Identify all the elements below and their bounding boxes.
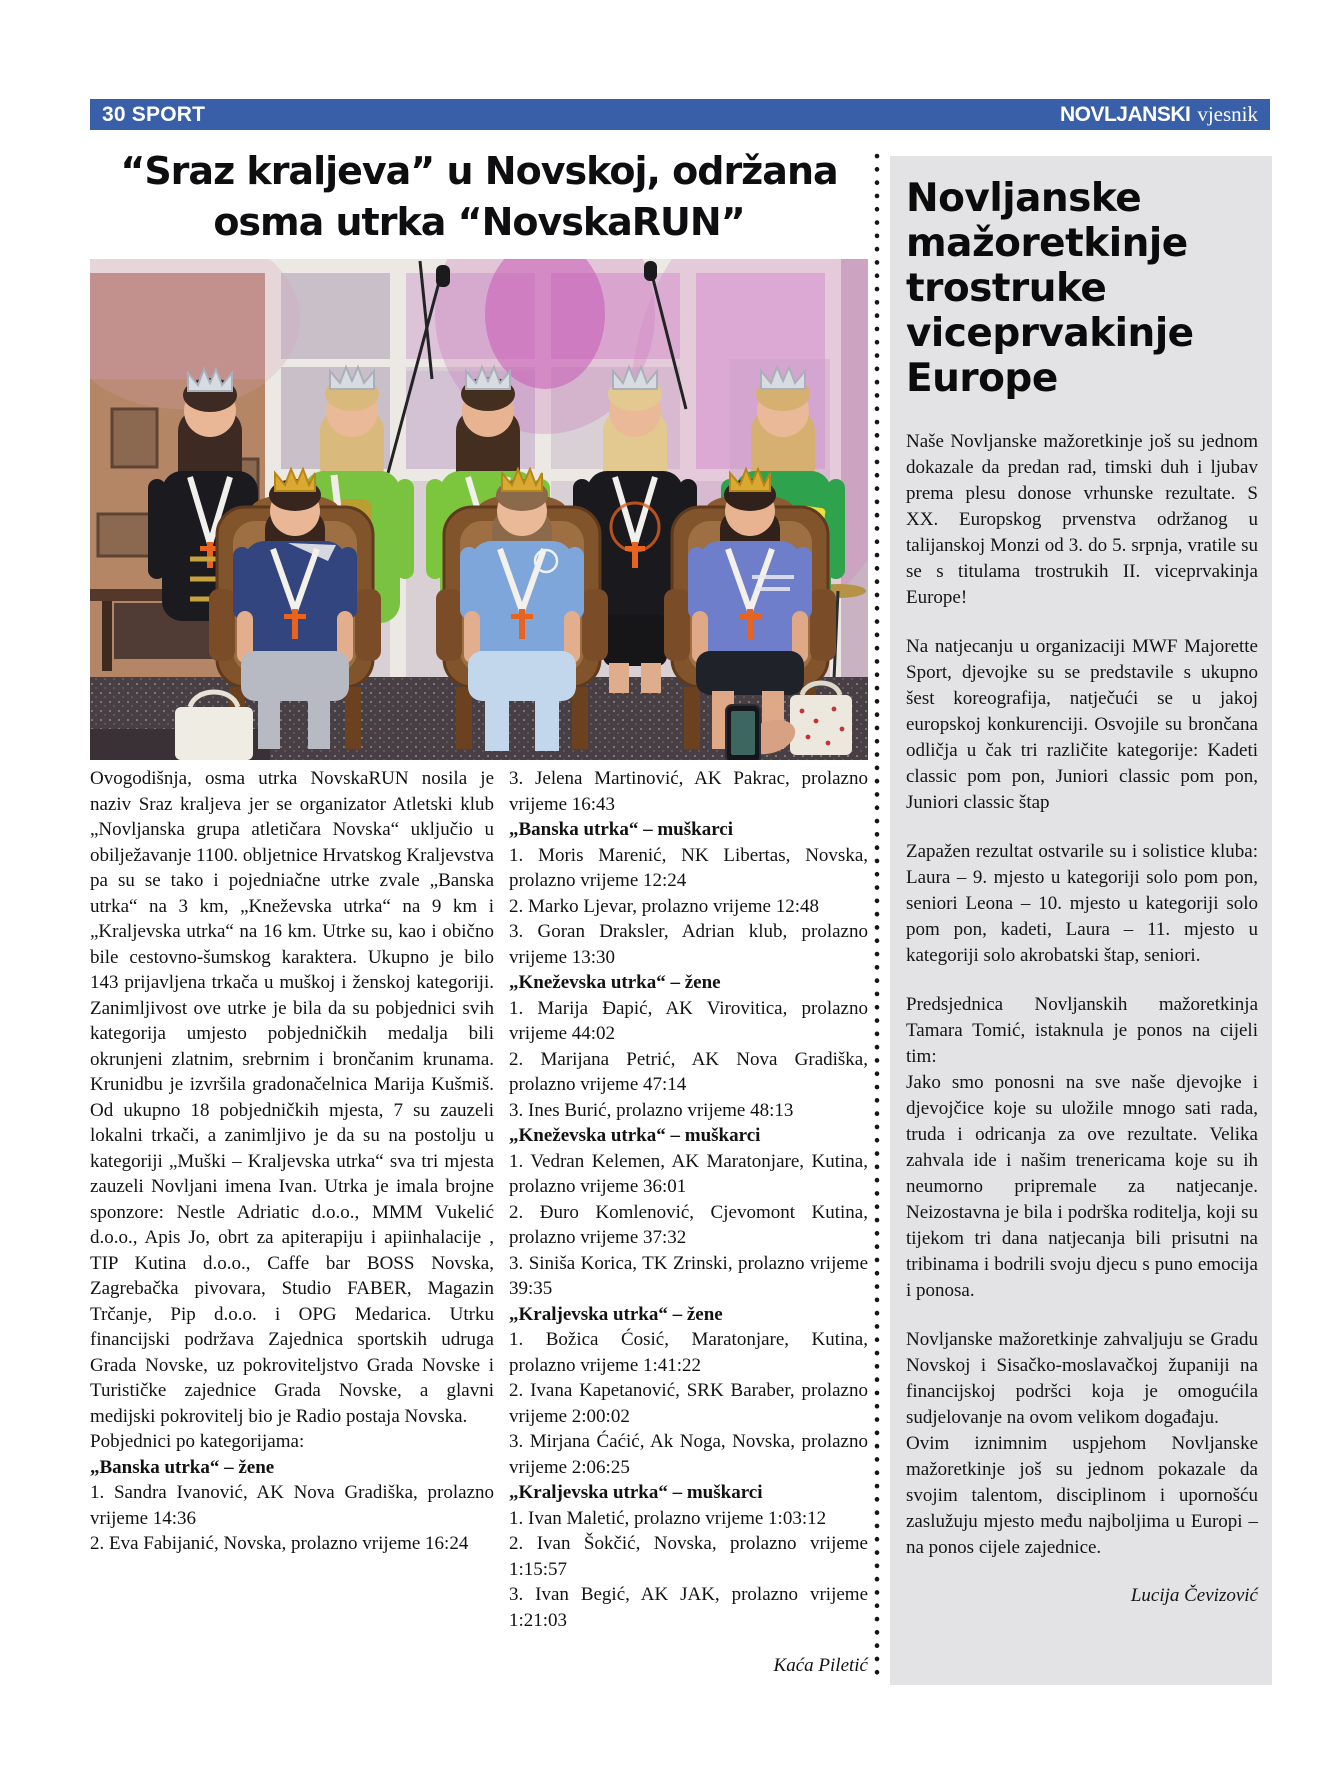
article-column-right-content — [509, 766, 868, 1633]
page-number-section-label: 30 SPORT — [102, 102, 206, 126]
article-photo — [90, 259, 868, 760]
article-paragraph: 2. Eva Fabijanić, Novska, prolazno vrijeme 16:24 — [90, 1533, 469, 1554]
sidebar-paragraph: Na natjecanju u organizaciji MWF Majorette Sport, djevojke su se predstavile s ukupno šest koreografija, natječući se u jakoj europskoj konkurenciji. Osvojile su brončana odličja u čak tri različite kategorije: Kadeti classic pom pon, Juniori classic pom pon, Juniori classic štap — [906, 636, 1258, 813]
section-bar — [90, 99, 1270, 130]
article-paragraph: 3. Goran Draksler, Adrian klub, prolazno vrijeme 13:30 — [509, 921, 868, 968]
article-photo-illustration — [90, 259, 868, 760]
article-paragraph: 2. Ivan Šokčić, Novska, prolazno vrijeme 1:15:57 — [509, 1533, 868, 1580]
article-paragraph: 2. Marijana Petrić, AK Nova Gradiška, prolazno vrijeme 47:14 — [509, 1048, 868, 1095]
article-paragraph: Pobjednici po kategorijama: — [90, 1431, 305, 1452]
article-paragraph: „Kraljevska utrka“ – žene — [509, 1303, 723, 1325]
article-paragraph: 2. Marko Ljevar, prolazno vrijeme 12:48 — [509, 895, 820, 917]
article-paragraph: 3. Ivan Begić, AK JAK, prolazno vrijeme 1:21:03 — [509, 1584, 868, 1631]
article-paragraph: 1. Ivan Maletić, prolazno vrijeme 1:03:12 — [509, 1507, 827, 1529]
main-headline-line2: osma utrka “NovskaRUN” — [213, 200, 745, 244]
article-paragraph: 1. Moris Marenić, NK Libertas, Novska, prolazno vrijeme 12:24 — [509, 844, 868, 891]
article-paragraph: 1. Vedran Kelemen, AK Maratonjare, Kutina, prolazno vrijeme 36:01 — [509, 1150, 868, 1197]
sidebar-paragraph: Predsjednica Novljanskih mažoretkinja Tamara Tomić, istaknula je ponos na cijeli tim: — [906, 994, 1258, 1067]
sidebar-paragraph: Naše Novljanske mažoretkinje još su jednom dokazale da predan rad, timski duh i ljubav prema plesu donose vrhunske rezultate. S XX. Europskog prvenstva održanog u talijanskoj Monzi od 3. do 5. srpnja, vratile su se s titulama trostrukih II. viceprvakinja Europe! — [906, 431, 1258, 608]
article-byline: Kaća Piletić — [773, 1655, 868, 1676]
article-paragraph: 2. Đuro Komlenović, Cjevomont Kutina, prolazno vrijeme 37:32 — [509, 1201, 868, 1248]
article-paragraph: 1. Sandra Ivanović, AK Nova Gradiška, prolazno vrijeme 14:36 — [90, 1482, 494, 1529]
main-headline — [90, 146, 868, 248]
article-paragraph: „Banska utrka“ – žene — [90, 1456, 275, 1478]
masthead-title-bold: NOVLJANSKI — [1059, 103, 1191, 126]
sidebar-paragraph: Jako smo ponosni na sve naše djevojke i djevojčice koje su uložile mnogo sati rada, truda i odricanja za ove rezultate. Velika zahvala ide i našim trenericama koje su ih neumorno pripremale za natjecanje. Neizostavna je bila i podrška roditelja, koji su tijekom tri dana natjecanja bili prisutni na tribinama i bodrili svoju djecu s puno emocija i ponosa. — [906, 1072, 1258, 1301]
article-paragraph: „Banska utrka“ – muškarci — [509, 819, 734, 840]
sidebar-paragraph: Novljanske mažoretkinje zahvaljuju se Gradu Novskoj i Sisačko-moslavačkoj županiji na financijskoj podršci koja je omogućila sudjelovanje na ovom velikom događaju. — [906, 1329, 1258, 1428]
main-headline-line1: “Sraz kraljeva” u Novskoj, održana — [120, 149, 838, 193]
article-column-right — [509, 766, 868, 1679]
sidebar-headline: Novljanske mažoretkinje trostruke viceprvakinje Europe — [906, 176, 1194, 401]
article-column-left — [90, 766, 494, 1557]
sidebar-body — [906, 429, 1258, 1561]
article-paragraph: Ovogodišnja, osma utrka NovskaRUN nosila je naziv Sraz kraljeva jer se organizator Atletski klub „Novljanska grupa atletičara Novska“ uključio u obilježavanje 1100. obljetnice Hrvatskog Kraljevstva pa su se tako i pojedniačne utrke zvale „Banska utrka“ na 3 km, „Kneževska utrka“ na 9 km i „Kraljevska utrka“ na 16 km. Utrke su, kao i obično bile cestovno-šumskog karaktera. Ukupno je bilo 143 prijavljena trkača u muškoj i ženskoj kategoriji. Zanimljivost ove utrke je bila da su pobjednici svih kategorija umjesto pobjedničkih medalja bili okrunjeni zlatnim, srebrnim i brončanim krunama. Krunidbu je izvršila gradonačelnica Marija Kušmiš. Od ukupno 18 pobjedničkih mjesta, 7 su zauzeli lokalni trkači, a zanimljivo je da su na postolju u kategoriji „Muški – Kraljevska utrka“ sva tri mjesta zauzeli Novljani imena Ivan. Utrka je imala brojne sponzore: Nestle Adriatic d.o.o., MMM Vukelić d.o.o., Apis Jo, obrt za apiterapiju i apiinhalacije , TIP Kutina d.o.o., Caffe bar BOSS Novska, Zagrebačka pivovara, Studio FABER, Magazin Trčanje, Pip d.o.o. i OPG Medarica. Utrku financijski podržava Zajednica sportskih udruga Grada Novske, uz pokroviteljstvo Grada Novske i Turističke zajednice Grada Novske, a glavni medijski pokrovitelj bio je Radio postaja Novska. — [90, 768, 494, 1427]
article-paragraph: „Kneževska utrka“ – žene — [509, 972, 721, 993]
article-paragraph: 1. Marija Đapić, AK Virovitica, prolazno vrijeme 44:02 — [509, 997, 868, 1044]
article-paragraph: 3. Jelena Martinović, AK Pakrac, prolazno vrijeme 16:43 — [509, 768, 868, 815]
dotted-divider — [869, 150, 885, 1690]
article-paragraph: 3. Ines Burić, prolazno vrijeme 48:13 — [509, 1099, 794, 1121]
sidebar-paragraph: Zapažen rezultat ostvarile su i solistice kluba: Laura – 9. mjesto u kategoriji solo pom pon, seniori Leona – 10. mjesto u kategoriji solo pom pon, kadeti, Laura – 11. mjesto u kategoriji solo akrobatski štap, seniori. — [906, 841, 1258, 966]
sidebar-article — [890, 156, 1272, 1685]
article-paragraph: 2. Ivana Kapetanović, SRK Baraber, prolazno vrijeme 2:00:02 — [509, 1380, 868, 1427]
article-paragraph: 3. Siniša Korica, TK Zrinski, prolazno vrijeme 39:35 — [509, 1252, 868, 1299]
masthead-title-light: vjesnik — [1197, 102, 1258, 126]
article-paragraph: „Kraljevska utrka“ – muškarci — [509, 1482, 763, 1503]
article-paragraph: „Kneževska utrka“ – muškarci — [509, 1125, 761, 1146]
sidebar-paragraph: Ovim iznimnim uspjehom Novljanske mažoretkinje još su jednom pokazale da svojim talentom, disciplinom i upornošću zaslužuju mjesto među najboljima u Europi – na ponos cijele zajednice. — [906, 1433, 1258, 1558]
masthead — [1060, 102, 1258, 127]
article-paragraph: 3. Mirjana Ćaćić, Ak Noga, Novska, prolazno vrijeme 2:06:25 — [509, 1431, 868, 1478]
article-paragraph: 1. Božica Ćosić, Maratonjare, Kutina, prolazno vrijeme 1:41:22 — [509, 1329, 868, 1376]
sidebar-byline: Lucija Čevizović — [1130, 1585, 1258, 1606]
